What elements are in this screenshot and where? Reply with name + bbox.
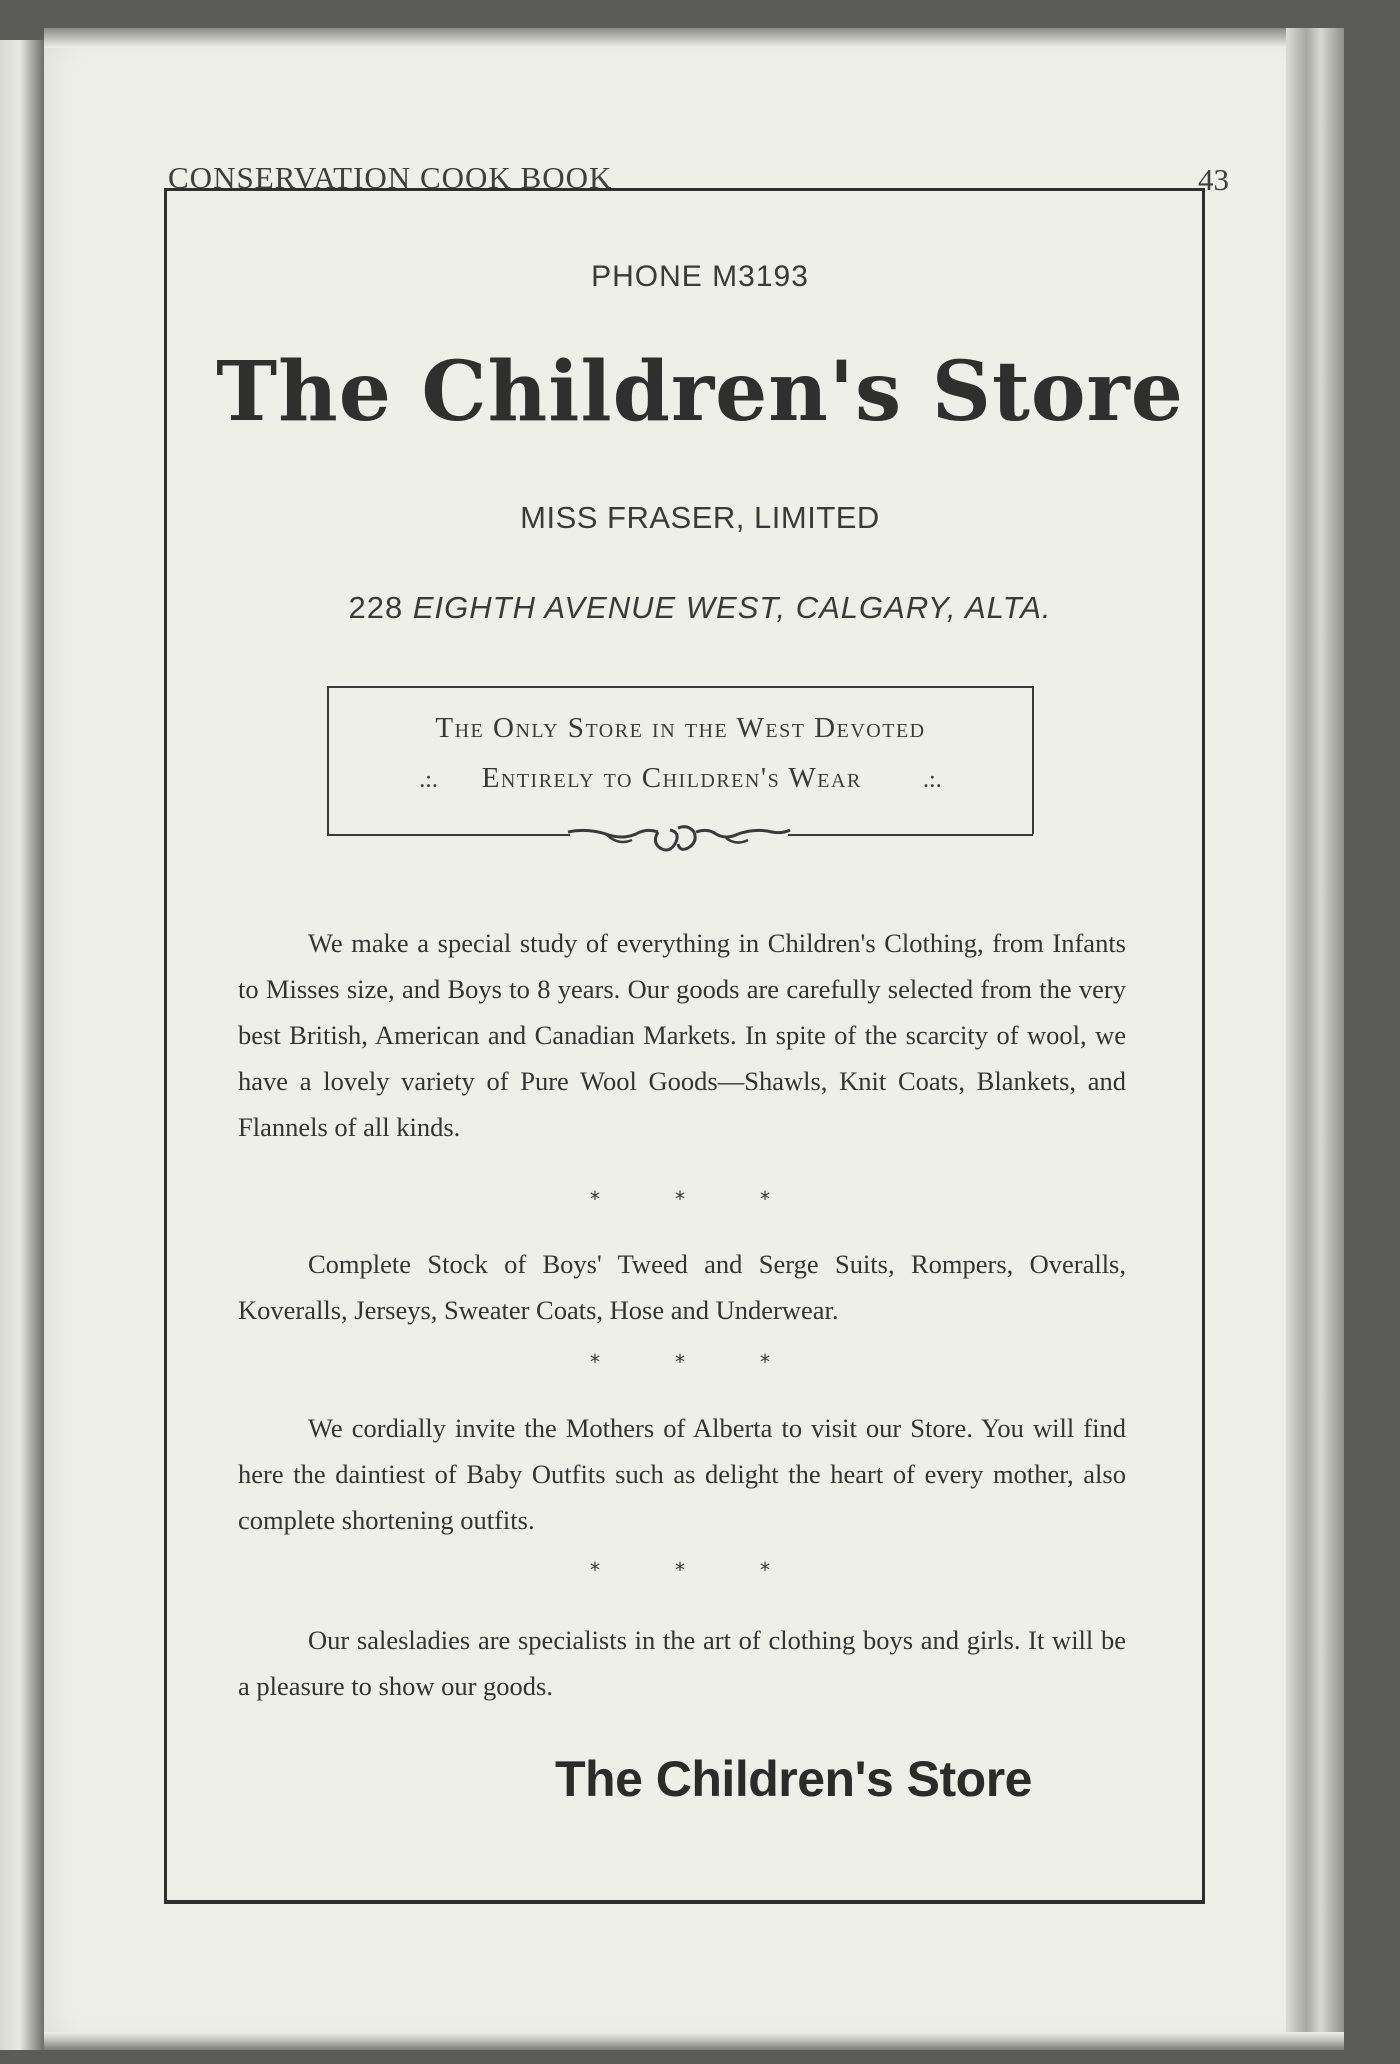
paragraph-3: We cordially invite the Mothers of Alberta to visit our Store. You will find here the daintiest of Baby Outfits such as delight the heart of every mother, also complete shortening outfits. — [238, 1413, 1126, 1535]
address-number: 228 — [348, 590, 404, 625]
slogan-line-2 — [329, 762, 1032, 795]
star: * — [760, 1187, 770, 1211]
store-signature: The Children's Store — [555, 1751, 1032, 1807]
slogan-dots-right: .:. — [923, 767, 942, 793]
phone-number: PHONE M3193 — [591, 260, 809, 293]
star: * — [590, 1187, 600, 1211]
page-edge-top — [44, 28, 1344, 48]
star: * — [675, 1350, 685, 1374]
slogan-line-1: The Only Store in the West Devoted — [435, 712, 926, 744]
paragraph-1: We make a special study of everything in Children's Clothing, from Infants to Misses size, and Boys to 8 years. Our goods are carefully selected from the very best British, American and Canadian Markets. In spite of the scarcity of wool, we have a lovely variety of Pure Wool Goods—Shawls, Knit Coats, Blankets, and Flannels of all kinds. — [238, 928, 1126, 1142]
separator-stars-2 — [590, 1350, 770, 1374]
page-edge-right — [1286, 28, 1344, 2050]
paragraph-4: Our salesladies are specialists in the art of clothing boys and girls. It will be a pleasure to show our goods. — [238, 1625, 1126, 1701]
scroll-ornament-icon — [566, 818, 792, 856]
store-title: The Children's Store — [216, 344, 1184, 440]
star: * — [760, 1350, 770, 1374]
separator-stars-1 — [590, 1187, 770, 1211]
left-page-edge — [0, 40, 44, 2050]
address-street: EIGHTH AVENUE WEST, CALGARY, ALTA. — [412, 590, 1052, 625]
star: * — [590, 1558, 600, 1582]
star: * — [675, 1187, 685, 1211]
store-address — [0, 590, 1400, 626]
slogan-rule-right — [788, 834, 1033, 836]
star: * — [760, 1558, 770, 1582]
proprietor-name: MISS FRASER, LIMITED — [520, 500, 880, 535]
slogan-rule-left — [327, 834, 570, 836]
separator-stars-3 — [590, 1558, 770, 1582]
page-edge-bottom — [44, 2032, 1344, 2050]
slogan-box — [327, 686, 1034, 834]
slogan-dots-left: .:. — [419, 767, 438, 793]
page-number: 43 — [1198, 162, 1229, 197]
star: * — [675, 1558, 685, 1582]
running-head: CONSERVATION COOK BOOK — [168, 160, 613, 195]
star: * — [590, 1350, 600, 1374]
slogan-line-2-text: Entirely to Children's Wear — [481, 762, 862, 794]
paragraph-2: Complete Stock of Boys' Tweed and Serge Suits, Rompers, Overalls, Koveralls, Jerseys, Sweater Coats, Hose and Underwear. — [238, 1249, 1126, 1325]
